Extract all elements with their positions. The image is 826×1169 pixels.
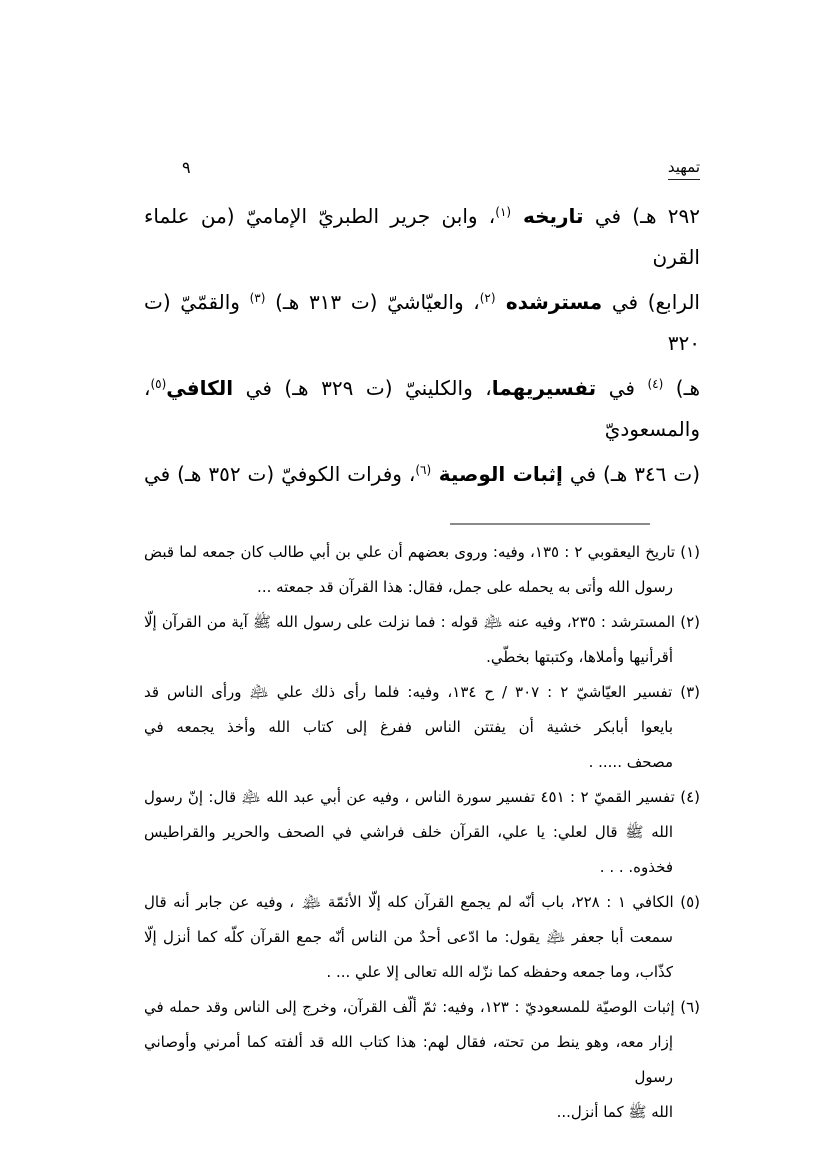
footnote-ref: (٢) xyxy=(479,291,496,305)
text-segment: ، والعيّاشيّ (ت ٣١٣ هـ) xyxy=(265,290,480,314)
footnote-line: سمعت أبا جعفر ﵇ يقول: ما ادّعى أحدٌ من الناس أنّه جمع القرآن كلّه كما أنزل إلّا xyxy=(144,928,673,946)
bold-term: مسترشده xyxy=(495,290,603,314)
bold-term: إثبات الوصية xyxy=(431,462,563,486)
text-line xyxy=(144,278,700,364)
text-segment: ، والكلينيّ (ت ٣٢٩ هـ) في xyxy=(233,376,492,400)
text-segment: (ت ٣٤٦ هـ) في xyxy=(562,462,700,486)
page-number: ٩ xyxy=(182,158,191,177)
footnote-line: رسول الله وأتى به يحمله على جمل، فقال: هذا القرآن قد جمعته ... xyxy=(257,578,673,596)
footnote-line: (٢) المسترشد : ٢٣٥، وفيه عنه ﵇ قوله : فما نزلت على رسول الله ﷺ آية من القرآن إلّا xyxy=(144,613,700,631)
bold-term: الكافي xyxy=(166,376,234,400)
text-segment: والقمّيّ (ت ٣٢٠ xyxy=(144,290,700,355)
footnote-separator xyxy=(450,523,650,525)
footnote-ref: (٤) xyxy=(647,377,664,391)
footnote-line: (٦) إثبات الوصيّة للمسعوديّ : ١٢٣، وفيه: ثمّ ألّف القرآن، وخرج إلى الناس وقد حمله في xyxy=(144,998,700,1016)
footnote xyxy=(144,535,700,605)
footnote-line: الله ﷺ قال لعلي: يا علي، القرآن خلف فراشي في الصحف والحرير والقراطيس xyxy=(144,823,673,841)
footnote-line: بايعوا أبابكر خشية أن يفتتن الناس ففرغ إلى كتاب الله وأخذ يجمعه في xyxy=(144,718,673,736)
footnote-line: أقرأنيها وأملاها، وكتبتها بخطّي. xyxy=(486,648,673,666)
footnote-line: (٥) الكافي ١ : ٢٢٨، باب أنّه لم يجمع القرآن كله إلّا الأئمّة ﵈ ، وفيه عن جابر أنه قال xyxy=(144,893,700,911)
footnote-ref: (٣) xyxy=(249,291,266,305)
footnotes xyxy=(144,535,700,1130)
footnote-line: الله ﷺ كما أنزل... xyxy=(556,1103,673,1121)
footnote xyxy=(144,605,700,675)
text-segment: ، وابن جرير الطبريّ الإماميّ (من علماء القرن xyxy=(144,204,700,269)
footnote-line: (١) تاريخ اليعقوبي ٢ : ١٣٥، وفيه: وروى بعضهم أن علي بن أبي طالب كان جمعه لما قبض xyxy=(144,543,700,561)
footnote-line: (٣) تفسير العيّاشيّ ٢ : ٣٠٧ / ح ١٣٤، وفيه: فلما رأى ذلك علي ﵇ ورأى الناس قد xyxy=(144,683,700,701)
footnote xyxy=(144,675,700,780)
footnote xyxy=(144,780,700,885)
text-line xyxy=(144,450,700,495)
section-title: تمهيد xyxy=(668,158,700,180)
text-segment: هـ) xyxy=(663,376,701,400)
footnote-line: فخذوه. . . . xyxy=(599,858,673,876)
footnote-ref: (١) xyxy=(495,205,512,219)
footnote-line: كذّاب، وما جمعه وحفظه كما نزّله الله تعالى إلا علي ... . xyxy=(326,963,673,981)
bold-term: تاريخه xyxy=(511,204,584,228)
footnote-ref: (٥) xyxy=(150,377,167,391)
footnote-line: مصحف ..... . xyxy=(588,753,673,771)
footnote xyxy=(144,990,700,1130)
footnote-line: (٤) تفسير القميّ ٢ : ٤٥١ تفسير سورة الناس ، وفيه عن أبي عبد الله ﵇ قال: إنّ رسول xyxy=(144,788,700,806)
footnote-ref: (٦) xyxy=(415,463,432,477)
bold-term: تفسيريهما xyxy=(491,376,597,400)
text-segment: ، والمسعوديّ xyxy=(144,376,700,441)
main-text xyxy=(144,192,700,495)
page-header xyxy=(144,158,700,180)
text-line xyxy=(144,192,700,278)
footnote xyxy=(144,885,700,990)
footnote-line: إزار معه، وهو ينط من تحته، فقال لهم: هذا كتاب الله قد ألفته كما أمرني وأوصاني رسول xyxy=(144,1033,673,1086)
text-segment: ٢٩٢ هـ) في xyxy=(583,204,700,228)
text-segment: ، وفرات الكوفيّ (ت ٣٥٢ هـ) في xyxy=(144,462,416,486)
page-content xyxy=(144,0,700,1130)
text-segment: الرابع) في xyxy=(602,290,700,314)
text-line xyxy=(144,364,700,450)
text-segment: في xyxy=(596,376,648,400)
